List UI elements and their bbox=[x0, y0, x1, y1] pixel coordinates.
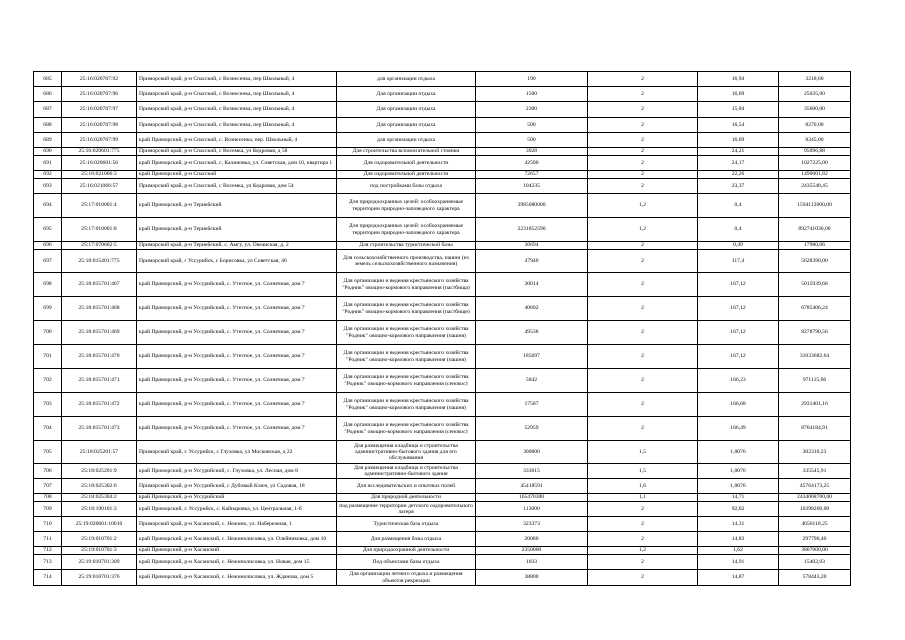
coefficient-cell: 1,1 bbox=[588, 494, 698, 502]
address-cell: край Приморский, р-н Уссурийский, с. Утесное, ул. Солнечная, дом 7 bbox=[137, 345, 337, 369]
coefficient-cell: 2 bbox=[588, 393, 698, 417]
amount-cell: 31033682,64 bbox=[779, 345, 851, 369]
purpose-cell: Для природоохранных целей: особоохраняемые территории природно-заповедного характера bbox=[337, 218, 476, 242]
purpose-cell: Для организации и ведения крестьянского хозяйства "Родник" овощно-кормового направления (пашня) bbox=[337, 345, 476, 369]
amount-cell: 17980,06 bbox=[779, 242, 851, 250]
amount-cell: 335545,91 bbox=[779, 464, 851, 479]
amount-cell: 578443,20 bbox=[779, 570, 851, 586]
address-cell: Приморский край, р-н Хасанский, с. Нежино, ул. Набережная, 1 bbox=[137, 517, 337, 532]
row-number-cell: 699 bbox=[34, 297, 62, 321]
cadastral-number-cell: 25:19:010701:3 bbox=[62, 547, 137, 555]
cadastral-number-cell: 25:18:015701:468 bbox=[62, 297, 137, 321]
area-cell: 113000 bbox=[476, 502, 588, 517]
table-row bbox=[34, 218, 851, 242]
purpose-cell: Для природоохранной деятельности bbox=[337, 547, 476, 555]
rate-cell: 166,23 bbox=[698, 369, 779, 393]
area-cell: 2231852590 bbox=[476, 218, 588, 242]
area-cell: 20080 bbox=[476, 532, 588, 547]
table-row bbox=[34, 171, 851, 179]
rate-cell: 167,12 bbox=[698, 273, 779, 297]
rate-cell: 166,49 bbox=[698, 417, 779, 441]
coefficient-cell: 1,2 bbox=[588, 218, 698, 242]
area-cell: 52959 bbox=[476, 417, 588, 441]
address-cell: край Приморский, р-н Спасский, с. Вознесенка, пер. Школьный, 4 bbox=[137, 133, 337, 148]
address-cell: Приморский край, г. Уссурийск, с Глуховка, ул Московская, д 22 bbox=[137, 441, 337, 464]
table-row bbox=[34, 242, 851, 250]
amount-cell: 8270,00 bbox=[779, 118, 851, 133]
purpose-cell: Для оздоровительной деятельности bbox=[337, 171, 476, 179]
coefficient-cell: 2 bbox=[588, 179, 698, 194]
cadastral-number-cell: 25:16:021066:3 bbox=[62, 171, 137, 179]
table-row bbox=[34, 118, 851, 133]
area-cell: 1033 bbox=[476, 555, 588, 570]
row-number-cell: 714 bbox=[34, 570, 62, 586]
rate-cell: 23,37 bbox=[698, 179, 779, 194]
row-number-cell: 710 bbox=[34, 517, 62, 532]
row-number-cell: 708 bbox=[34, 494, 62, 502]
row-number-cell: 690 bbox=[34, 148, 62, 156]
address-cell: край Приморский, р-н Тернейский bbox=[137, 218, 337, 242]
coefficient-cell: 2 bbox=[588, 502, 698, 517]
coefficient-cell: 2 bbox=[588, 345, 698, 369]
cadastral-number-cell: 25:18:015701:467 bbox=[62, 273, 137, 297]
area-cell: 49538 bbox=[476, 321, 588, 345]
coefficient-cell: 2 bbox=[588, 133, 698, 148]
purpose-cell: Для строительства туристической базы bbox=[337, 242, 476, 250]
amount-cell: 1027225,00 bbox=[779, 156, 851, 171]
cadastral-number-cell: 25:17:010001:8 bbox=[62, 218, 137, 242]
purpose-cell: Туристическая база отдыха bbox=[337, 517, 476, 532]
amount-cell: 5015939,68 bbox=[779, 273, 851, 297]
area-cell: 185697 bbox=[476, 345, 588, 369]
coefficient-cell: 1,2 bbox=[588, 547, 698, 555]
amount-cell: 2434068700,00 bbox=[779, 494, 851, 502]
amount-cell: 1490001,82 bbox=[779, 171, 851, 179]
amount-cell: 971115,66 bbox=[779, 369, 851, 393]
purpose-cell: Для сельскохозяйственного производства, пашни (из земель сельскохозяйственного назначения) bbox=[337, 250, 476, 273]
amount-cell: 297796,40 bbox=[779, 532, 851, 547]
amount-cell: 8764184,91 bbox=[779, 417, 851, 441]
row-number-cell: 709 bbox=[34, 502, 62, 517]
row-number-cell: 707 bbox=[34, 479, 62, 494]
cadastral-number-cell: 25:16:020707:97 bbox=[62, 102, 137, 118]
row-number-cell: 698 bbox=[34, 273, 62, 297]
amount-cell: 302310,23 bbox=[779, 441, 851, 464]
coefficient-cell: 2 bbox=[588, 102, 698, 118]
area-cell: 323373 bbox=[476, 517, 588, 532]
cadastral-number-cell: 25:17:010001:4 bbox=[62, 194, 137, 218]
table-row bbox=[34, 494, 851, 502]
cadastral-number-cell: 25:18:015701:470 bbox=[62, 345, 137, 369]
cadastral-number-cell: 25:18:025302:6 bbox=[62, 479, 137, 494]
coefficient-cell: 2 bbox=[588, 273, 698, 297]
purpose-cell: Для организации и ведения крестьянского хозяйства "Родник" овощно-кормового направления (пашня) bbox=[337, 393, 476, 417]
amount-cell: 10398260,00 bbox=[779, 502, 851, 517]
address-cell: край Приморский, р-н Хасанский bbox=[137, 547, 337, 555]
area-cell: 190 bbox=[476, 72, 588, 87]
table-row bbox=[34, 417, 851, 441]
cadastral-number-cell: 25:16:020707:92 bbox=[62, 72, 137, 87]
coefficient-cell: 2 bbox=[588, 118, 698, 133]
purpose-cell: Для оздоровительной деятельности bbox=[337, 156, 476, 171]
address-cell: край Приморский, р-н Хасанский, с. Нежинолисовка, ул. Новая, дом 15 bbox=[137, 555, 337, 570]
area-cell: 30014 bbox=[476, 273, 588, 297]
rate-cell: 1,0076 bbox=[698, 441, 779, 464]
amount-cell: 15402,03 bbox=[779, 555, 851, 570]
cadastral-number-cell: 25:19:020601:10010 bbox=[62, 517, 137, 532]
table-row bbox=[34, 502, 851, 517]
area-cell: 47940 bbox=[476, 250, 588, 273]
rate-cell: 14,83 bbox=[698, 532, 779, 547]
rate-cell: 16,69 bbox=[698, 87, 779, 102]
area-cell: 165470300 bbox=[476, 494, 588, 502]
amount-cell: 6785406,24 bbox=[779, 297, 851, 321]
purpose-cell: Для природной деятельности bbox=[337, 494, 476, 502]
coefficient-cell: 2 bbox=[588, 87, 698, 102]
address-cell: край Приморский, р-н Уссурийский, с. Утесное, ул. Солнечная, дом 7 bbox=[137, 273, 337, 297]
row-number-cell: 700 bbox=[34, 321, 62, 345]
address-cell: край Приморский, р-н Уссурийский, с. Утесное, ул. Солнечная, дом 7 bbox=[137, 393, 337, 417]
rate-cell: 0,4 bbox=[698, 194, 779, 218]
cadastral-number-cell: 25:18:015401:775 bbox=[62, 250, 137, 273]
rate-cell: 15,84 bbox=[698, 102, 779, 118]
purpose-cell: Для организации и ведения крестьянского хозяйства "Родник" овощно-кормового направления (сенокос) bbox=[337, 369, 476, 393]
amount-cell: 2931401,16 bbox=[779, 393, 851, 417]
table-row bbox=[34, 345, 851, 369]
address-cell: Приморский край, р-н Спасский, с Вознесенка, пер Школьный, 4 bbox=[137, 87, 337, 102]
rate-cell: 166,68 bbox=[698, 393, 779, 417]
address-cell: край Приморский, р-н Тернейский bbox=[137, 194, 337, 218]
cadastral-number-cell: 25:16:020707:98 bbox=[62, 118, 137, 133]
cadastral-number-cell: 25:19:010701:376 bbox=[62, 570, 137, 586]
address-cell: Приморский край, р-н Спасский, с Восемка, ул Кедровая, д 58 bbox=[137, 148, 337, 156]
amount-cell: 35600,00 bbox=[779, 102, 851, 118]
area-cell: 40602 bbox=[476, 297, 588, 321]
coefficient-cell: 2 bbox=[588, 532, 698, 547]
address-cell: Приморский край, г Уссурийск, с Борисовка, ул Советская, 46 bbox=[137, 250, 337, 273]
rate-cell: 24,21 bbox=[698, 148, 779, 156]
purpose-cell: Для исследовательских и опытных полей bbox=[337, 479, 476, 494]
row-number-cell: 703 bbox=[34, 393, 62, 417]
cadastral-number-cell: 25:18:190101:3 bbox=[62, 502, 137, 517]
purpose-cell: Под объектами базы отдыха bbox=[337, 555, 476, 570]
table-row bbox=[34, 321, 851, 345]
coefficient-cell: 2 bbox=[588, 250, 698, 273]
amount-cell: 4656118,25 bbox=[779, 517, 851, 532]
address-cell: Приморский край, р-н Спасский, с Вознесенка, пер Школьный, 4 bbox=[137, 118, 337, 133]
rate-cell: 167,12 bbox=[698, 321, 779, 345]
area-cell: 500 bbox=[476, 118, 588, 133]
rate-cell: 14,87 bbox=[698, 570, 779, 586]
coefficient-cell: 2 bbox=[588, 148, 698, 156]
amount-cell: 8345,00 bbox=[779, 133, 851, 148]
amount-cell: 3218,60 bbox=[779, 72, 851, 87]
cadastral-number-cell: 25:16:020707:96 bbox=[62, 87, 137, 102]
area-cell: 500 bbox=[476, 133, 588, 148]
row-number-cell: 693 bbox=[34, 179, 62, 194]
row-number-cell: 691 bbox=[34, 156, 62, 171]
table-row bbox=[34, 369, 851, 393]
purpose-cell: Для организации и ведения крестьянского хозяйства "Родник" овощно-кормового направления (пастбища) bbox=[337, 273, 476, 297]
table-row bbox=[34, 479, 851, 494]
rate-cell: 0,4 bbox=[698, 218, 779, 242]
amount-cell: 1594112000,00 bbox=[779, 194, 851, 218]
area-cell: 3985080000 bbox=[476, 194, 588, 218]
amount-cell: 3807000,00 bbox=[779, 547, 851, 555]
address-cell: край Приморский, р-н Уссурийский, с. Утесное, ул. Солнечная, дом 7 bbox=[137, 297, 337, 321]
purpose-cell: Для строительства вспомогательной стоянки bbox=[337, 148, 476, 156]
area-cell: 1500 bbox=[476, 87, 588, 102]
row-number-cell: 687 bbox=[34, 102, 62, 118]
coefficient-cell: 1,5 bbox=[588, 441, 698, 464]
purpose-cell: под размещение территории детского оздоровительного лагеря bbox=[337, 502, 476, 517]
area-cell: 36694 bbox=[476, 242, 588, 250]
row-number-cell: 701 bbox=[34, 345, 62, 369]
table-row bbox=[34, 393, 851, 417]
purpose-cell: для организации отдыха bbox=[337, 133, 476, 148]
purpose-cell: Для организации летнего отдыха и размещения объектов рекреации bbox=[337, 570, 476, 586]
coefficient-cell: 2 bbox=[588, 156, 698, 171]
purpose-cell: Для природоохранных целей: особоохраняемые территории природно-заповедного характера bbox=[337, 194, 476, 218]
row-number-cell: 711 bbox=[34, 532, 62, 547]
coefficient-cell: 2 bbox=[588, 72, 698, 87]
rate-cell: 1,0076 bbox=[698, 464, 779, 479]
area-cell: 17587 bbox=[476, 393, 588, 417]
area-cell: 45418591 bbox=[476, 479, 588, 494]
purpose-cell: Для организации отдыха bbox=[337, 102, 476, 118]
cadastral-number-cell: 25:16:021066:57 bbox=[62, 179, 137, 194]
address-cell: край Приморский, р-н Спасский, с. Калиновка, ул. Советская, дом 10, квартира 1 bbox=[137, 156, 337, 171]
table-row bbox=[34, 532, 851, 547]
table-row bbox=[34, 72, 851, 87]
coefficient-cell: 2 bbox=[588, 369, 698, 393]
coefficient-cell: 1,2 bbox=[588, 194, 698, 218]
area-cell: 38800 bbox=[476, 570, 588, 586]
cadastral-number-cell: 25:16:020601:775 bbox=[62, 148, 137, 156]
table-row bbox=[34, 570, 851, 586]
rate-cell: 167,12 bbox=[698, 297, 779, 321]
rate-cell: 117,4 bbox=[698, 250, 779, 273]
address-cell: край Приморский, р-н Спасский bbox=[137, 171, 337, 179]
table-row bbox=[34, 179, 851, 194]
row-number-cell: 688 bbox=[34, 118, 62, 133]
row-number-cell: 695 bbox=[34, 218, 62, 242]
address-cell: край Приморский, р-н Уссурийский, с. Утесное, ул. Солнечная, дом 7 bbox=[137, 321, 337, 345]
address-cell: край Приморский, р-н Уссурийский bbox=[137, 494, 337, 502]
cadastral-number-cell: 25:17:070602:5 bbox=[62, 242, 137, 250]
area-cell: 2350000 bbox=[476, 547, 588, 555]
address-cell: край Приморский, г. Уссурийск, с. Кайнаровка, ул. Центральная, 1-б bbox=[137, 502, 337, 517]
row-number-cell: 689 bbox=[34, 133, 62, 148]
row-number-cell: 702 bbox=[34, 369, 62, 393]
rate-cell: 22,26 bbox=[698, 171, 779, 179]
coefficient-cell: 2 bbox=[588, 570, 698, 586]
cadastral-number-cell: 25:18:015701:471 bbox=[62, 369, 137, 393]
area-cell: 3928 bbox=[476, 148, 588, 156]
address-cell: Приморский край, р-н Тернейский, с. Амгу, ул. Океанская, д. 2 bbox=[137, 242, 337, 250]
address-cell: край Приморский, р-н Уссурийский, с. Глуховка, ул. Лесная, дом 8 bbox=[137, 464, 337, 479]
cadastral-number-cell: 25:18:015701:473 bbox=[62, 417, 137, 441]
table-row bbox=[34, 297, 851, 321]
row-number-cell: 696 bbox=[34, 242, 62, 250]
rate-cell: 167,12 bbox=[698, 345, 779, 369]
area-cell: 5842 bbox=[476, 369, 588, 393]
land-plots-table bbox=[33, 71, 851, 586]
row-number-cell: 697 bbox=[34, 250, 62, 273]
cadastral-number-cell: 25:19:010701:2 bbox=[62, 532, 137, 547]
coefficient-cell: 2 bbox=[588, 417, 698, 441]
row-number-cell: 713 bbox=[34, 555, 62, 570]
area-cell: 2300 bbox=[476, 102, 588, 118]
rate-cell: 16,54 bbox=[698, 118, 779, 133]
table-row bbox=[34, 464, 851, 479]
coefficient-cell: 2 bbox=[588, 171, 698, 179]
purpose-cell: Для организации и ведения крестьянского хозяйства "Родник" овощно-кормового направления (пастбище) bbox=[337, 297, 476, 321]
cadastral-number-cell: 25:16:020707:99 bbox=[62, 133, 137, 148]
address-cell: край Приморский, р-н Хасанский, с. Нежинолисовка, ул. Олейниковка, дом 10 bbox=[137, 532, 337, 547]
address-cell: край Приморский, р-н Хасанский, с. Нежинолисовка, ул. Жданова, дом 5 bbox=[137, 570, 337, 586]
amount-cell: 892741036,00 bbox=[779, 218, 851, 242]
table-row bbox=[34, 441, 851, 464]
rate-cell: 14,31 bbox=[698, 517, 779, 532]
amount-cell: 25035,00 bbox=[779, 87, 851, 102]
address-cell: Приморский край, р-н Уссурийский, с Дубовый Ключ, ул Садовая, 18 bbox=[137, 479, 337, 494]
coefficient-cell: 2 bbox=[588, 321, 698, 345]
address-cell: край Приморский, р-н Уссурийский, с. Утесное, ул. Солнечная, дом 7 bbox=[137, 417, 337, 441]
cadastral-number-cell: 25:16:020601:56 bbox=[62, 156, 137, 171]
cadastral-number-cell: 25:18:015701:469 bbox=[62, 321, 137, 345]
table-row bbox=[34, 517, 851, 532]
coefficient-cell: 1,6 bbox=[588, 479, 698, 494]
cadastral-number-cell: 25:18:015701:472 bbox=[62, 393, 137, 417]
area-cell: 42500 bbox=[476, 156, 588, 171]
amount-cell: 8278790,56 bbox=[779, 321, 851, 345]
coefficient-cell: 2 bbox=[588, 555, 698, 570]
rate-cell: 0,49 bbox=[698, 242, 779, 250]
row-number-cell: 692 bbox=[34, 171, 62, 179]
area-cell: 104235 bbox=[476, 179, 588, 194]
coefficient-cell: 1,5 bbox=[588, 464, 698, 479]
amount-cell: 45764173,25 bbox=[779, 479, 851, 494]
row-number-cell: 706 bbox=[34, 464, 62, 479]
purpose-cell: Для размещения базы отдыха bbox=[337, 532, 476, 547]
purpose-cell: под постройками базы отдыха bbox=[337, 179, 476, 194]
table-row bbox=[34, 148, 851, 156]
row-number-cell: 712 bbox=[34, 547, 62, 555]
area-cell: 300000 bbox=[476, 441, 588, 464]
row-number-cell: 686 bbox=[34, 87, 62, 102]
coefficient-cell: 2 bbox=[588, 297, 698, 321]
row-number-cell: 694 bbox=[34, 194, 62, 218]
address-cell: Приморский край, р-н Спасский, с Восемка, ул Кедровая, дом 54 bbox=[137, 179, 337, 194]
purpose-cell: Для организации отдыха bbox=[337, 87, 476, 102]
purpose-cell: Для размещения кладбища и строительства административно-бытового здания для его обслуживания bbox=[337, 441, 476, 464]
table-row bbox=[34, 555, 851, 570]
rate-cell: 1,62 bbox=[698, 547, 779, 555]
row-number-cell: 685 bbox=[34, 72, 62, 87]
rate-cell: 14,71 bbox=[698, 494, 779, 502]
table-row bbox=[34, 250, 851, 273]
cadastral-number-cell: 25:18:025304:2 bbox=[62, 494, 137, 502]
rate-cell: 24,17 bbox=[698, 156, 779, 171]
row-number-cell: 704 bbox=[34, 417, 62, 441]
purpose-cell: Для размещения кладбища и строительства административно-бытового здания bbox=[337, 464, 476, 479]
rate-cell: 92,02 bbox=[698, 502, 779, 517]
rate-cell: 14,91 bbox=[698, 555, 779, 570]
cadastral-number-cell: 25:19:010701:309 bbox=[62, 555, 137, 570]
rate-cell: 16,94 bbox=[698, 72, 779, 87]
table-row bbox=[34, 156, 851, 171]
coefficient-cell: 2 bbox=[588, 517, 698, 532]
table-row bbox=[34, 273, 851, 297]
amount-cell: 2435548,45 bbox=[779, 179, 851, 194]
amount-cell: 5628390,00 bbox=[779, 250, 851, 273]
rate-cell: 1,0076 bbox=[698, 479, 779, 494]
purpose-cell: Для организации и ведения крестьянского хозяйства "Родник" овощно-кормового направления (пашня) bbox=[337, 321, 476, 345]
area-cell: 333015 bbox=[476, 464, 588, 479]
table-row bbox=[34, 547, 851, 555]
table-body bbox=[34, 72, 851, 586]
cadastral-number-cell: 25:18:025201:57 bbox=[62, 441, 137, 464]
area-cell: 72657 bbox=[476, 171, 588, 179]
cadastral-number-cell: 25:18:025201:9 bbox=[62, 464, 137, 479]
row-number-cell: 705 bbox=[34, 441, 62, 464]
amount-cell: 95096,88 bbox=[779, 148, 851, 156]
purpose-cell: Для организации отдыха bbox=[337, 118, 476, 133]
address-cell: край Приморский, р-н Уссурийский, с. Утесное, ул. Солнечная, дом 7 bbox=[137, 369, 337, 393]
purpose-cell: для организации отдыха bbox=[337, 72, 476, 87]
address-cell: Приморский край, р-н Спасский, с Вознесенка, пер Школьный, 4 bbox=[137, 72, 337, 87]
coefficient-cell: 2 bbox=[588, 242, 698, 250]
address-cell: Приморский край, р-н Спасский, с Вознесенка, пер Школьный, 4 bbox=[137, 102, 337, 118]
table-row bbox=[34, 87, 851, 102]
table-row bbox=[34, 133, 851, 148]
rate-cell: 16,69 bbox=[698, 133, 779, 148]
purpose-cell: Для организации и ведения крестьянского хозяйства "Родник" овощно-кормового направления (сенокос) bbox=[337, 417, 476, 441]
table-row bbox=[34, 102, 851, 118]
table-row bbox=[34, 194, 851, 218]
